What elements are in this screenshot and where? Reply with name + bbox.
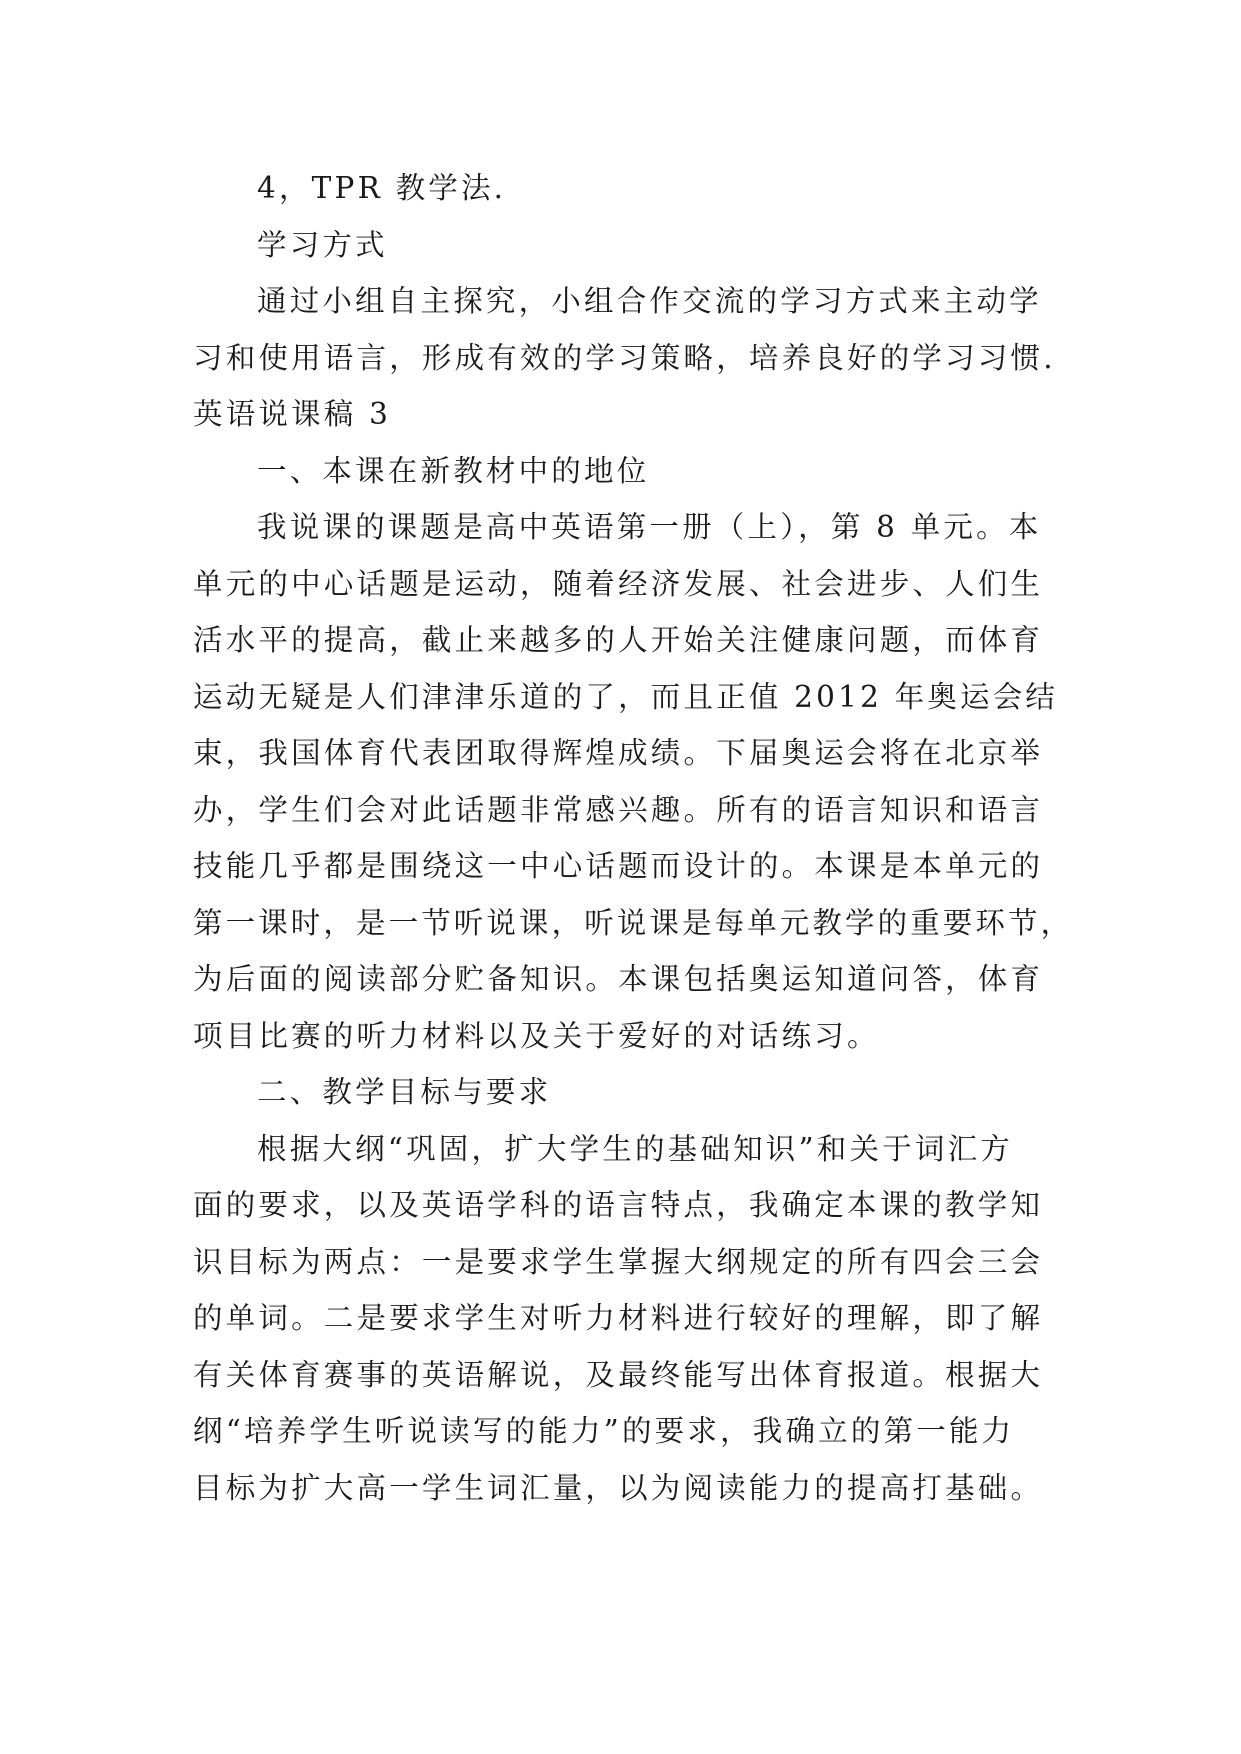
paragraph-line: 面的要求，以及英语学科的语言特点，我确定本课的教学知 xyxy=(193,1188,1044,1222)
paragraph-line: 根据大纲“巩固，扩大学生的基础知识”和关于词汇方 xyxy=(257,1131,1013,1166)
paragraph-line: 纲“培养学生听说读写的能力”的要求，我确立的第一能力 xyxy=(193,1414,1015,1448)
paragraph-line: 办，学生们会对此话题非常感兴趣。所有的语言知识和语言 xyxy=(193,792,1044,827)
section-heading: 一、本课在新教材中的地位 xyxy=(257,453,650,488)
section-heading: 学习方式 xyxy=(257,227,388,262)
paragraph-line: 目标为扩大高一学生词汇量，以为阅读能力的提高打基础。 xyxy=(193,1470,1044,1505)
paragraph-line: 有关体育赛事的英语解说，及最终能写出体育报道。根据大 xyxy=(193,1357,1044,1392)
paragraph-line: 第一课时，是一节听说课，听说课是每单元教学的重要环节， xyxy=(193,905,1074,940)
paragraph-line: 识目标为两点：一是要求学生掌握大纲规定的所有四会三会 xyxy=(193,1244,1044,1279)
paragraph-line: 为后面的阅读部分贮备知识。本课包括奥运知道问答，体育 xyxy=(193,962,1044,996)
paragraph-line: 项目比赛的听力材料以及关于爱好的对话练习。 xyxy=(193,1018,880,1053)
paragraph-line: 4，TPR 教学法. xyxy=(257,171,507,205)
paragraph-line: 的单词。二是要求学生对听力材料进行较好的理解，即了解 xyxy=(193,1301,1044,1335)
section-heading: 二、教学目标与要求 xyxy=(257,1075,552,1109)
paragraph-line: 活水平的提高，截止来越多的人开始关注健康问题，而体育 xyxy=(193,623,1044,657)
document-title: 英语说课稿 3 xyxy=(193,397,392,431)
paragraph-line: 单元的中心话题是运动，随着经济发展、社会进步、人们生 xyxy=(193,566,1044,601)
document-body xyxy=(193,160,1073,1516)
paragraph-line: 技能几乎都是围绕这一中心话题而设计的。本课是本单元的 xyxy=(193,849,1044,883)
paragraph-line: 束，我国体育代表团取得辉煌成绩。下届奥运会将在北京举 xyxy=(193,736,1044,770)
paragraph-line: 习和使用语言，形成有效的学习策略，培养良好的学习习惯. xyxy=(193,340,1056,375)
paragraph-line: 通过小组自主探究，小组合作交流的学习方式来主动学 xyxy=(257,284,1042,318)
paragraph-line: 我说课的课题是高中英语第一册（上），第 8 单元。本 xyxy=(257,510,1042,544)
paragraph-line: 运动无疑是人们津津乐道的了，而且正值 2012 年奥运会结 xyxy=(193,679,1059,714)
